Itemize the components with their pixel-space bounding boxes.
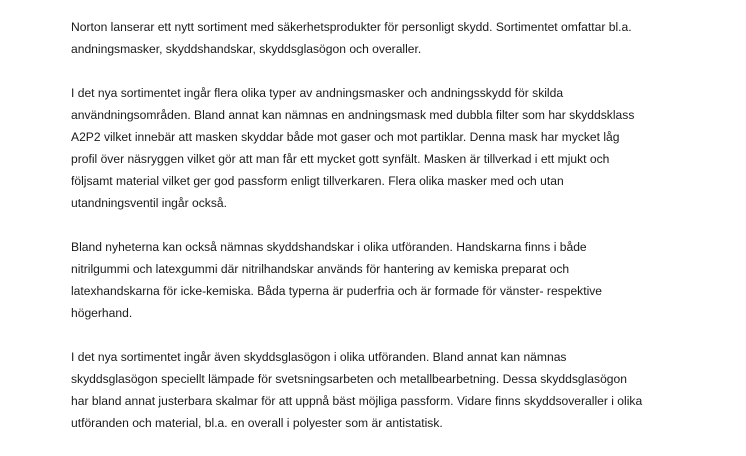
paragraph-line: användningsområden. Bland annat kan nämnas en andningsmask med dubbla filter som har skyddsklass <box>71 108 635 122</box>
document-body <box>71 16 671 456</box>
paragraph-line: har bland annat justerbara skalmar för att uppnå bäst möjliga passform. Vidare finns skyddsoveraller i olika <box>71 394 643 408</box>
paragraph-gloves <box>71 236 671 324</box>
paragraph-line: profil över näsryggen vilket gör att man får ett mycket gott synfält. Masken är tillverkad i ett mjukt och <box>71 152 610 166</box>
paragraph-line: Bland nyheterna kan också nämnas skyddshandskar i olika utföranden. Handskarna finns i både <box>71 240 587 254</box>
paragraph-line: andningsmasker, skyddshandskar, skyddsglasögon och overaller. <box>71 42 422 56</box>
paragraph-intro <box>71 16 671 60</box>
paragraph-line: utandningsventil ingår också. <box>71 196 227 210</box>
paragraph-line: latexhandskarna för icke-kemiska. Båda typerna är puderfria och är formade för vänster- respektive <box>71 284 603 298</box>
paragraph-line: I det nya sortimentet ingår flera olika typer av andningsmasker och andningsskydd för skilda <box>71 86 564 100</box>
paragraph-line: I det nya sortimentet ingår även skyddsglasögon i olika utföranden. Bland annat kan nämnas <box>71 350 567 364</box>
paragraph-line: nitrilgummi och latexgummi där nitrilhandskar används för hantering av kemiska preparat och <box>71 262 570 276</box>
paragraph-line: utföranden och material, bl.a. en overall i polyester som är antistatisk. <box>71 416 443 430</box>
paragraph-line: högerhand. <box>71 306 133 320</box>
paragraph-goggles-overalls <box>71 346 671 434</box>
paragraph-line: A2P2 vilket innebär att masken skyddar både mot gaser och mot partiklar. Denna mask har mycket låg <box>71 130 620 144</box>
paragraph-respiratory-masks <box>71 82 671 214</box>
paragraph-line: skyddsglasögon speciellt lämpade för svetsningsarbeten och metallbearbetning. Dessa skyddsglasögon <box>71 372 627 386</box>
paragraph-line: Norton lanserar ett nytt sortiment med säkerhetsprodukter för personligt skydd. Sortimentet omfattar bl.a. <box>71 20 632 34</box>
paragraph-line: följsamt material vilket ger god passform enligt tillverkaren. Flera olika masker med och utan <box>71 174 564 188</box>
